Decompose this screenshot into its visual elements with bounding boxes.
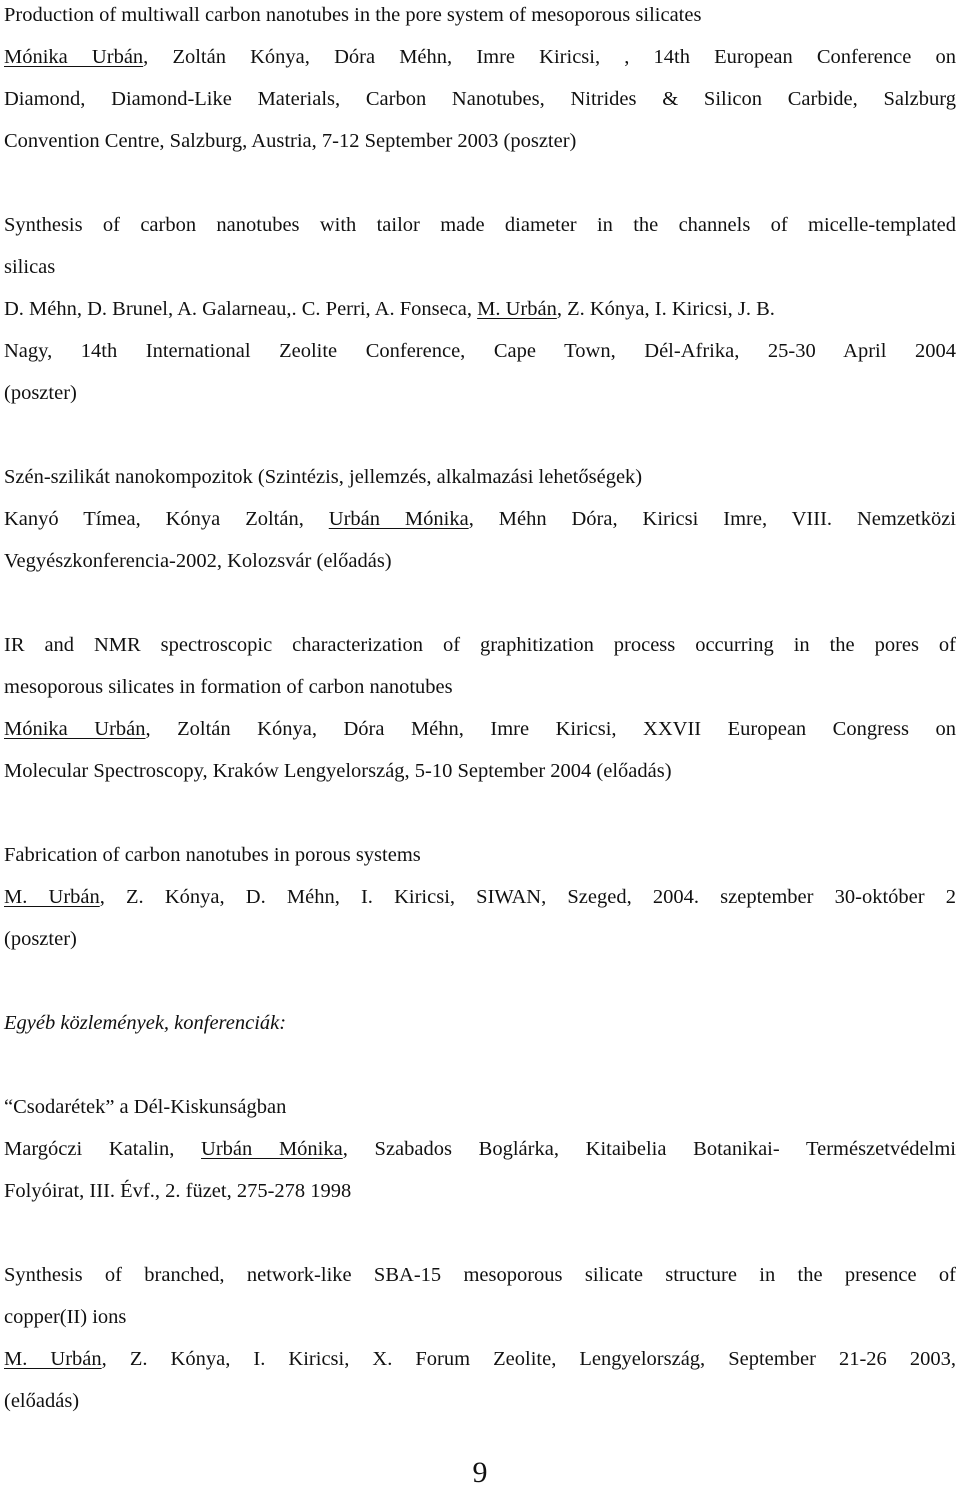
entry-title: Synthesis of branched, network-like SBA-15 mesoporous silicate structure in the presence of [4,1264,956,1286]
entry-byline [4,1346,956,1372]
entry-title: silicas [4,256,56,278]
entry-byline [4,296,956,322]
entry-title: IR and NMR spectroscopic characterization of graphitization process occurring in the pores of [4,634,956,656]
entry-title: “Csodarétek” a Dél-Kiskunságban [4,1096,287,1118]
entry-title: Synthesis of carbon nanotubes with tailor made diameter in the channels of micelle-templated [4,214,956,236]
entry-title: copper(II) ions [4,1306,127,1328]
entry-byline [4,44,956,70]
entry-byline [4,884,956,910]
author-highlight: Urbán Mónika [328,508,469,530]
entry-venue-line: Folyóirat, III. Évf., 2. füzet, 275-278 1998 [4,1180,352,1202]
entry-title: mesoporous silicates in formation of carbon nanotubes [4,676,453,698]
byline-text: , Zoltán Kónya, Dóra Méhn, Imre Kiricsi, , 14th European Conference on [143,46,956,68]
author-highlight: M. Urbán [4,1348,102,1370]
page-number: 9 [472,1456,488,1489]
entry-byline [4,1136,956,1162]
byline-text: D. Méhn, D. Brunel, A. Galarneau,. C. Perri, A. Fonseca, [4,298,478,320]
entry-title: Production of multiwall carbon nanotubes in the pore system of mesoporous silicates [4,4,702,26]
author-highlight: Urbán Mónika [201,1138,343,1160]
author-highlight: M. Urbán [477,298,557,320]
byline-text: Kanyó Tímea, Kónya Zoltán, [4,508,329,530]
entry-venue-line: Diamond, Diamond-Like Materials, Carbon Nanotubes, Nitrides & Silicon Carbide, Salzburg [4,88,956,110]
entry-byline [4,506,956,532]
section-heading: Egyéb közlemények, konferenciák: [4,1012,287,1034]
byline-text: , Szabados Boglárka, Kitaibelia Botanikai- Természetvédelmi [342,1138,956,1160]
entry-venue-line: Molecular Spectroscopy, Kraków Lengyelország, 5-10 September 2004 (előadás) [4,760,672,782]
byline-text: , Z. Kónya, I. Kiricsi, X. Forum Zeolite, Lengyelország, September 21-26 2003, [101,1348,956,1370]
author-highlight: M. Urbán [4,886,100,908]
entry-venue-line: (előadás) [4,1390,80,1412]
byline-text: , Zoltán Kónya, Dóra Méhn, Imre Kiricsi, XXVII European Congress on [145,718,956,740]
entry-title: Szén-szilikát nanokompozitok (Szintézis, jellemzés, alkalmazási lehetőségek) [4,466,643,488]
entry-byline [4,716,956,742]
author-highlight: Mónika Urbán [4,46,144,68]
entry-venue-line: (poszter) [4,928,77,950]
byline-text: , Méhn Dóra, Kiricsi Imre, VIII. Nemzetközi [468,508,957,530]
author-highlight: Mónika Urbán [4,718,146,740]
byline-text: Margóczi Katalin, [4,1138,202,1160]
byline-text: , Z. Kónya, D. Méhn, I. Kiricsi, SIWAN, Szeged, 2004. szeptember 30-október 2 [99,886,956,908]
entry-title: Fabrication of carbon nanotubes in porous systems [4,844,421,866]
byline-text: , Z. Kónya, I. Kiricsi, J. B. [556,298,775,320]
entry-venue-line: Vegyészkonferencia-2002, Kolozsvár (előadás) [4,550,392,572]
entry-venue-line: Convention Centre, Salzburg, Austria, 7-12 September 2003 (poszter) [4,130,577,152]
entry-venue-line: Nagy, 14th International Zeolite Conference, Cape Town, Dél-Afrika, 25-30 April 2004 [4,340,956,362]
entry-venue-line: (poszter) [4,382,77,404]
